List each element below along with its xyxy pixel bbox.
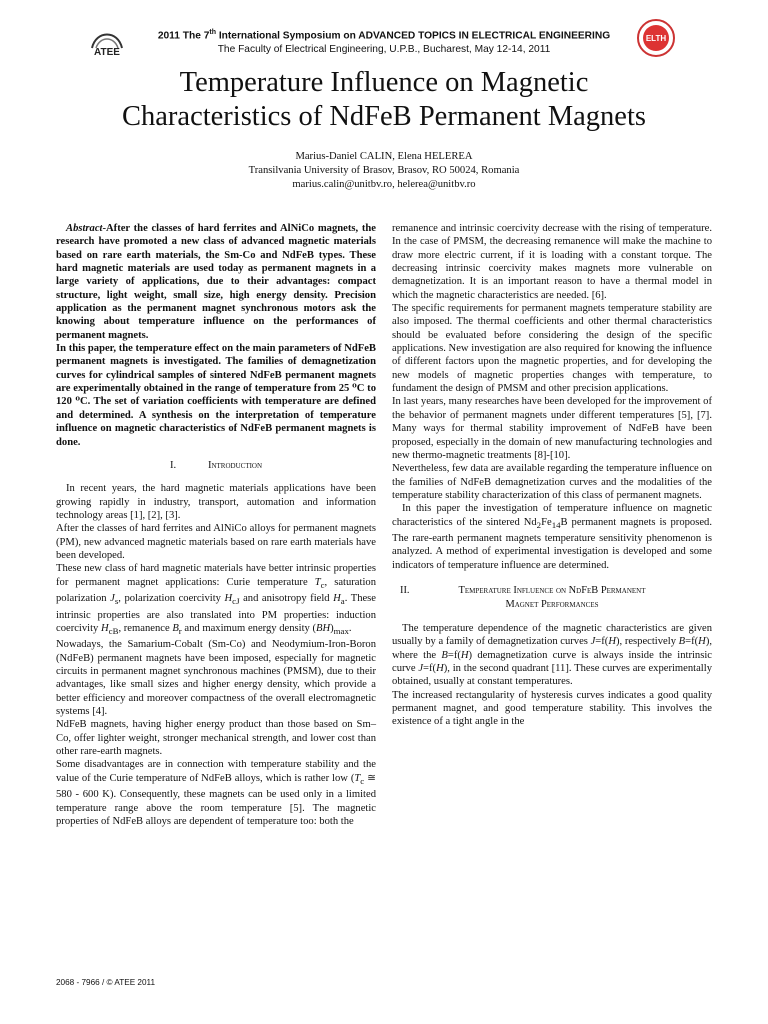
- intro-paragraph-1: In recent years, the hard magnetic materials applications have been growing rapidly in industry, transport, automation and information technology areas [1], [2], [3].: [56, 483, 376, 521]
- intro-paragraph-6: Some disadvantages are in connection with temperature stability and the value of the Curie temperature of NdFeB alloys, which is rather low ($T_c$ ≅ 580 - 600 K). Consequently, these magnets can be used only in a limited temperature range above the room temperature [5]. The magnetic properties of NdFeB alloys are dependent of temperature too: both the: [56, 759, 376, 827]
- atee-logo-text: ATEE: [94, 47, 120, 56]
- page-footer: 2068 - 7966 / © ATEE 2011: [56, 978, 156, 987]
- right-paragraph-3: In last years, many researches have been developed for the improvement of the behavior of permanent magnets under different temperatures [5], [7]. Many ways for thermal stability improvement of NdFeB have been proposed, especially in the domain of new manufacturing technologies and new thermo-magnetic treatments [8]-[10].: [392, 396, 712, 461]
- intro-paragraph-4: Nowadays, the Samarium-Cobalt (Sm-Co) and Neodymium-Iron-Boron (NdFeB) permanent magnets have been imposed, especially for magnetic circuits in permanent magnet synchronous machines (PMSM), due to their advantages, like small sizes and higher energy density, which provide a better efficiency and moreover compactness of the overall electromagnetic systems [4].: [56, 639, 376, 718]
- left-column: [56, 222, 376, 828]
- elth-logo: [636, 18, 676, 58]
- conference-header: [0, 18, 768, 68]
- abstract-paragraph-1: Abstract-After the classes of hard ferrites and AlNiCo magnets, the research have promoted a new class of advanced magnetic materials based on rare earth materials, the Sm-Co and NdFeB types. These hard magnetic materials are used today as permanent magnets in a large variety of applications, due to their advantages: compact structure, light weight, small size, high energy density. Precision application as the permanent magnet synchronous motors ask the knowing about temperature influence on the performances of permanent magnets.: [56, 223, 376, 341]
- section2-paragraph-1: The temperature dependence of the magnetic characteristics are given usually by a family of demagnetization curves J=f(H), respectively B=f(H), where the B=f(H) demagnetization curve is always inside the intrinsic curve J=f(H), in the second quadrant [11]. These curves are experimentally obtained, usually at constant temperatures.: [392, 623, 713, 688]
- right-column: [392, 222, 712, 729]
- section2-paragraph-2: The increased rectangularity of hysteresis curves indicates a good quality permanent magnet, and good temperature stability. This involves the existence of a tight angle in the: [392, 689, 712, 728]
- title-line2: Characteristics of NdFeB Permanent Magnets: [122, 101, 646, 132]
- author-block: [40, 150, 728, 192]
- intro-paragraph-5: NdFeB magnets, having higher energy product than those based on Sm–Co, offer lighter weight, stronger mechanical strength, and lower cost than other rare-earth magnets.: [56, 719, 376, 758]
- right-paragraph-1: remanence and intrinsic coercivity decrease with the rising of temperature. In the case of PMSM, the decreasing remanence will make the machine to draw more electric current, if it is loading with a constant torque. The decreasing intrinsic coercivity makes magnets more vulnerable on demagnetization. It is an important reason to have a thermal model in which the magnetic characteristics are needed. [6].: [392, 223, 712, 301]
- header-text: [140, 26, 628, 57]
- section-1-heading: I. Introduction: [169, 459, 263, 471]
- paper-title: [40, 66, 728, 134]
- atee-logo: [88, 22, 126, 56]
- right-paragraph-2: The specific requirements for permanent magnets temperature stability are also imposed. The thermal coefficients and other thermal characteristics should be evaluated before considering the design of the specific applications. New investigation are also required for knowing the influence of different factors upon the magnetic properties, and for developing the new models of magnetic properties changes with temperature, to fundament the design of PMSM and other precision applications.: [392, 303, 712, 395]
- abstract-paragraph-2: In this paper, the temperature effect on the main parameters of NdFeB permanent magnets is investigated. The families of demagnetization curves for cylindrical samples of sintered NdFeB permanent magnets are experimentally obtained in the range of temperature from 25 ⁰C to 120 ⁰C. The set of variation coefficients with temperature are defined and determined. A synthesis on the interpretation of temperature influence on magnetic characteristics of NdFeB permanent magnets is done.: [56, 343, 376, 448]
- right-paragraph-5: In this paper the investigation of temperature influence on magnetic characteristics of the sintered $Nd_2Fe_{14}B$ permanent magnets is proposed. The rare-earth permanent magnets temperature sensitivity phenomenon is analyzed. A method of experimental investigation is developed and some indicators of temperature influence are determined.: [392, 503, 712, 571]
- header-line1: 2011 The 7th International Symposium on ADVANCED TOPICS IN ELECTRICAL ENGINEERING: [157, 29, 611, 42]
- author-email: marius.calin@unitbv.ro, helerea@unitbv.ro: [292, 179, 476, 190]
- elth-logo-text: ELTH: [645, 34, 667, 43]
- intro-paragraph-3: These new class of hard magnetic materials have better intrinsic properties for permanent magnet applications: Curie temperature $T_c$, saturation polarization $J_s$, polarization coercivity $H_{cJ}$ and anisotropy field $H_a$. These intrinsic properties are also translated into PM properties: induction coercivity $H_{cB}$, remanence $B_r$ and maximum energy density $(BH)_{max}$.: [56, 563, 377, 636]
- header-line2: The Faculty of Electrical Engineering, U.P.B., Bucharest, May 12-14, 2011: [217, 44, 551, 56]
- section-2-heading: II. Temperature Influence on NdFeB Permanent Magnet Performances: [400, 585, 646, 611]
- title-line1: Temperature Influence on Magnetic: [179, 67, 589, 98]
- author-affiliation: Transilvania University of Brasov, Brasov, RO 50024, Romania: [248, 165, 520, 176]
- right-paragraph-4: Nevertheless, few data are available regarding the temperature influence on the families of NdFeB demagnetization curves and the modalities of the temperature stability characterization of this class of permanent magnets.: [392, 463, 713, 501]
- intro-paragraph-2: After the classes of hard ferrites and AlNiCo alloys for permanent magnets (PM), new advanced magnetic materials based on rare earth materials have been developed.: [56, 523, 376, 561]
- author-names: Marius-Daniel CALIN, Elena HELEREA: [295, 151, 473, 162]
